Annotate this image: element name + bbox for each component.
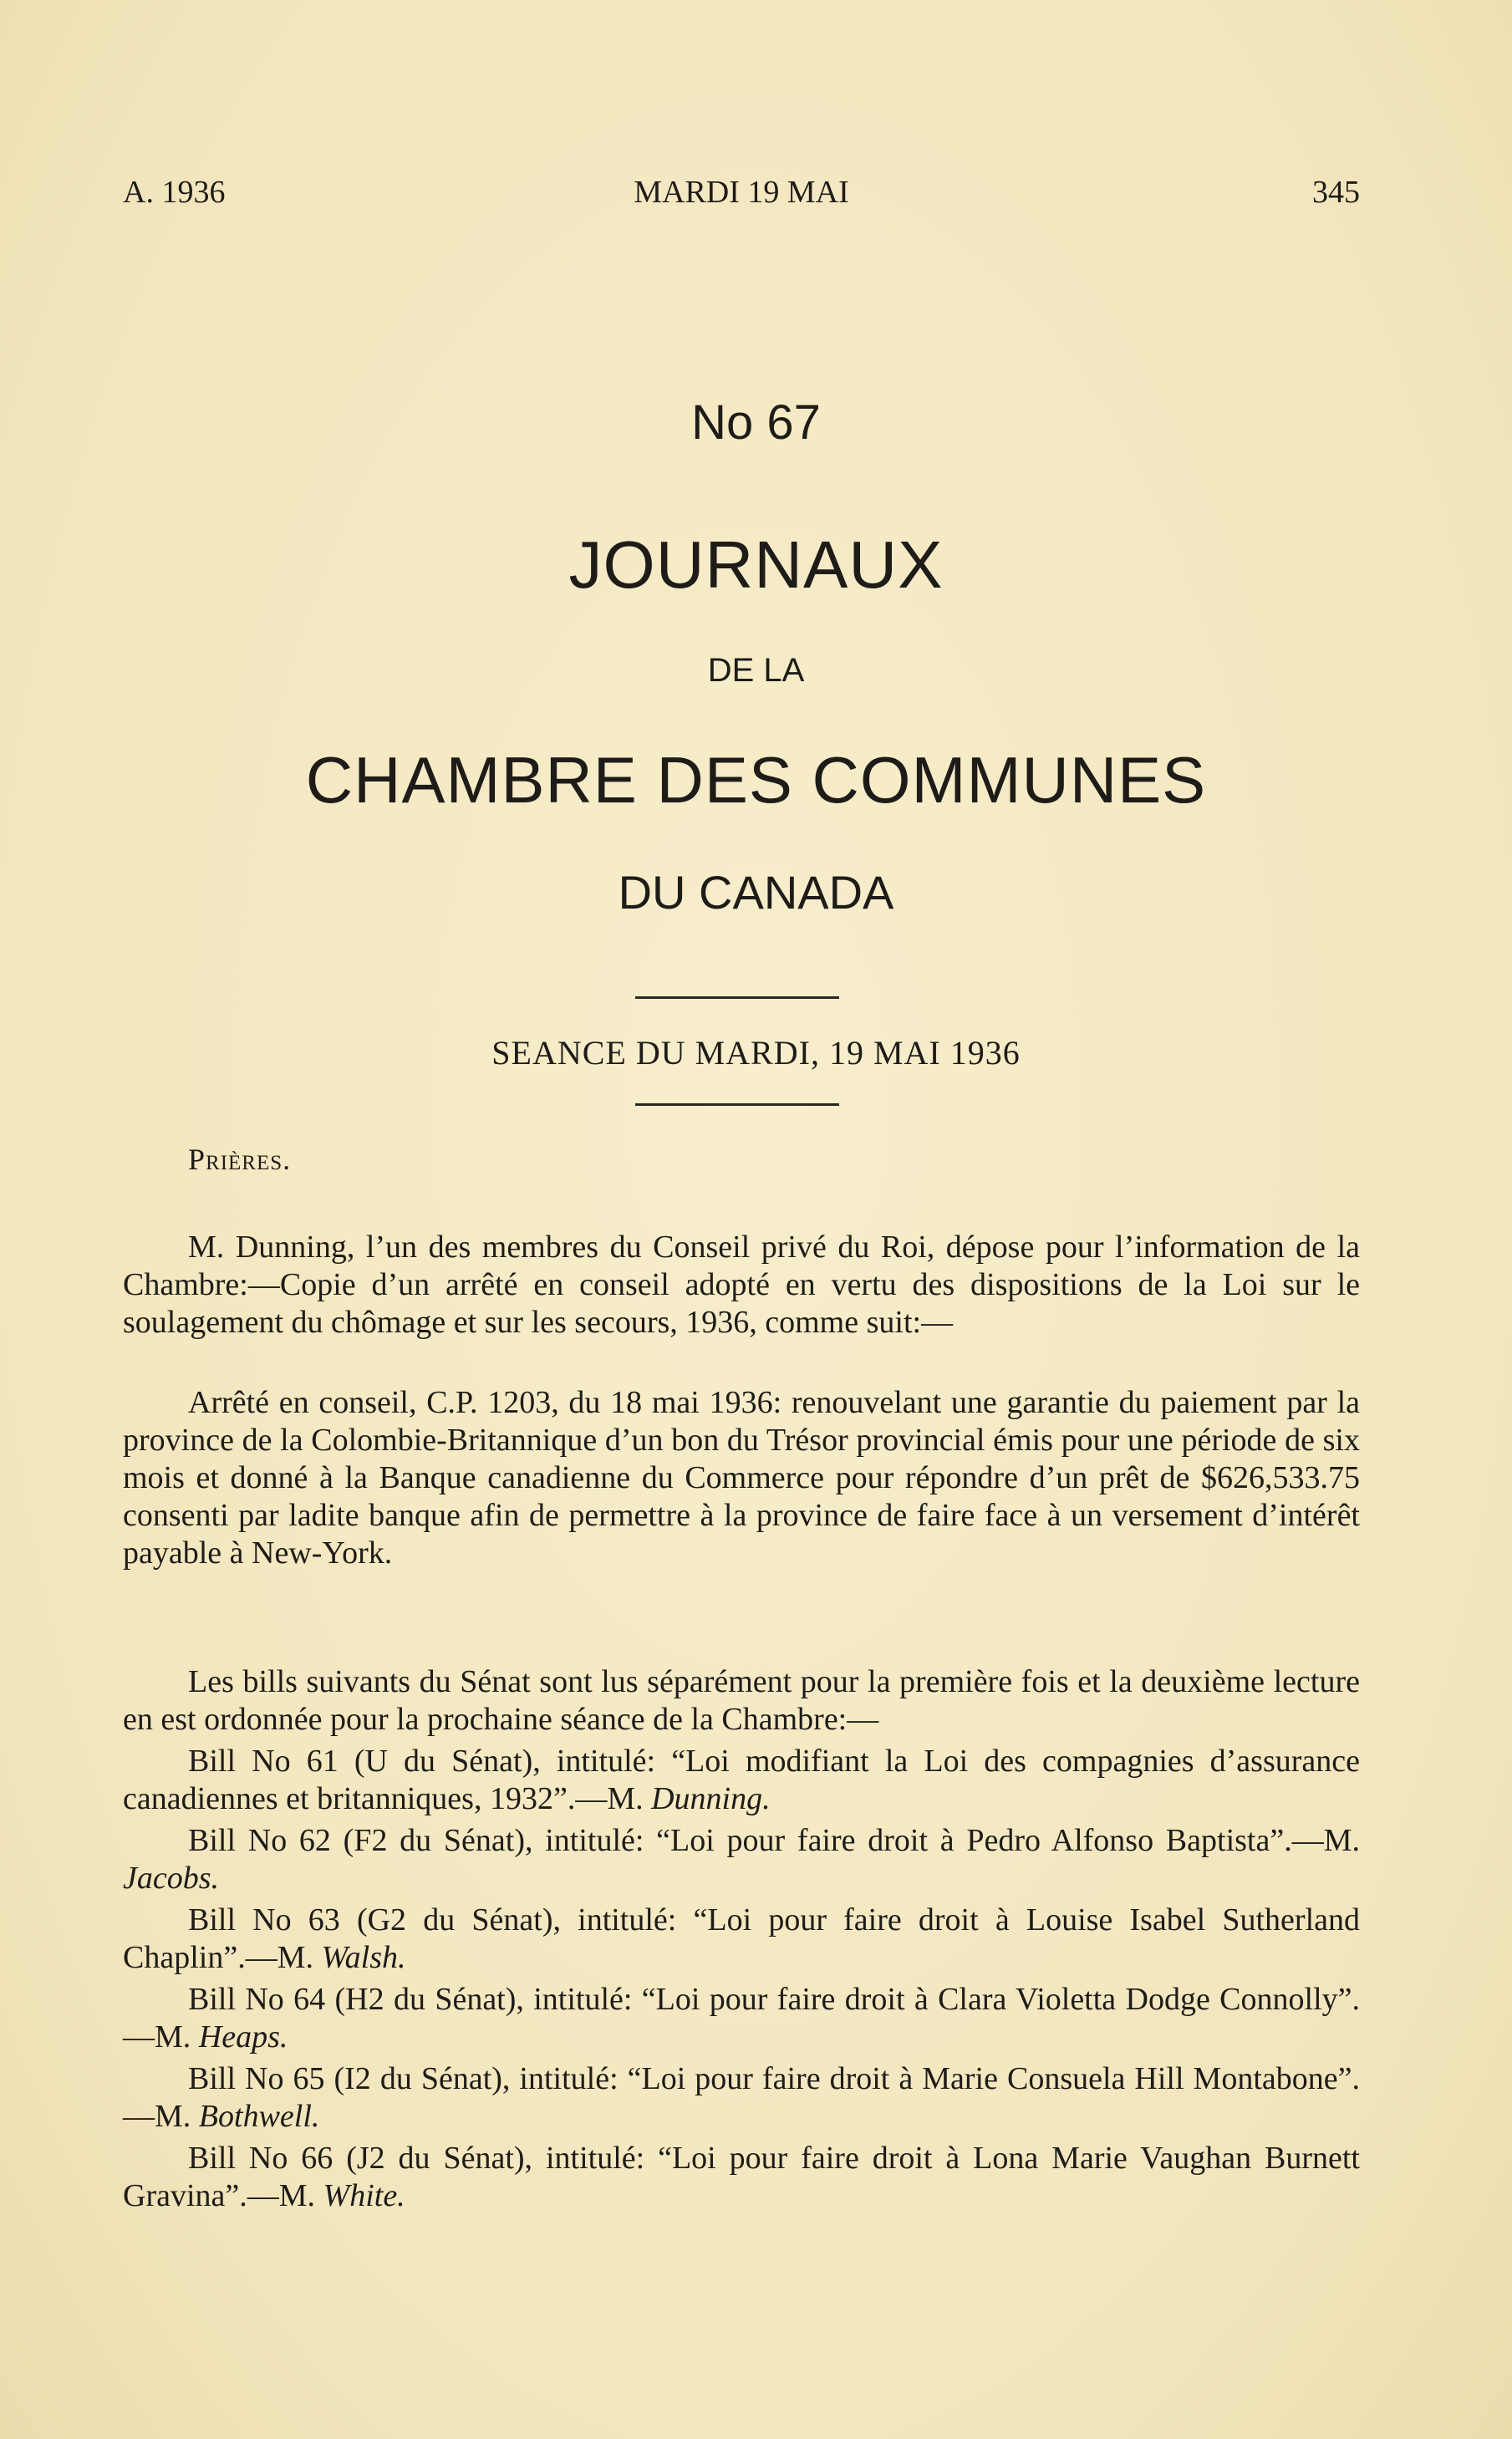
page-number: 345	[1312, 175, 1360, 210]
bill-text: Bill No 66 (J2 du Sénat), intitulé: “Loi pour faire droit à Lona Marie Vaughan Burnett Gravina”.—M.	[123, 2141, 1360, 2213]
bill-text: Bill No 64 (H2 du Sénat), intitulé: “Loi pour faire droit à Clara Violetta Dodge Connolly”.—M.	[123, 1982, 1360, 2055]
bill-member: Heaps.	[198, 2019, 288, 2055]
bill-member: Bothwell.	[198, 2099, 320, 2134]
bills-list	[123, 1743, 1360, 2219]
session-heading: SEANCE DU MARDI, 19 MAI 1936	[491, 1034, 1021, 1072]
top-divider	[635, 996, 839, 999]
bill-text: Bill No 61 (U du Sénat), intitulé: “Loi modifiant la Loi des compagnies d’assurance canadiennes et britanniques, 1932”.—M.	[123, 1744, 1360, 1816]
bill-text: Bill No 63 (G2 du Sénat), intitulé: “Loi pour faire droit à Louise Isabel Sutherland Chaplin”.—M.	[123, 1902, 1360, 1975]
bill-item	[123, 2060, 1360, 2136]
title-journaux: JOURNAUX	[568, 527, 944, 602]
bill-member: White.	[323, 2178, 405, 2213]
bill-text: Bill No 62 (F2 du Sénat), intitulé: “Loi pour faire droit à Pedro Alfonso Baptista”.—M.	[188, 1823, 1360, 1858]
bill-member: Walsh.	[321, 1940, 406, 1975]
dunning-paragraph	[123, 1229, 1360, 1342]
bill-item	[123, 2140, 1360, 2215]
title-de-la: DE LA	[707, 652, 805, 689]
running-head	[123, 174, 1360, 216]
paragraph-text: Les bills suivants du Sénat sont lus séparément pour la première fois et la deuxième lecture en est ordonnée pour la prochaine séance de la Chambre:—	[123, 1664, 1360, 1737]
running-head-date: MARDI 19 MAI	[634, 175, 849, 210]
bill-text: Bill No 65 (I2 du Sénat), intitulé: “Loi pour faire droit à Marie Consuela Hill Montabone”.—M.	[123, 2061, 1360, 2134]
running-head-year: A. 1936	[123, 175, 226, 210]
paragraph-text: Arrêté en conseil, C.P. 1203, du 18 mai 1936: renouvelant une garantie du paiement par la province de la Colombie-Britannique d’un bon du Trésor provincial émis pour une période de six mois et donné à la Banque canadienne du Commerce pour répondre d’un prêt de $626,533.75 consenti par ladite banque afin de permettre à la province de faire face à un versement d’intérêt payable à New-York.	[123, 1385, 1360, 1571]
bill-item	[123, 1822, 1360, 1897]
bill-member: Jacobs.	[123, 1861, 220, 1896]
journal-number: No 67	[691, 395, 821, 450]
title-chambre: CHAMBRE DES COMMUNES	[305, 743, 1207, 817]
order-in-council-paragraph	[123, 1384, 1360, 1572]
senate-bills-intro	[123, 1663, 1360, 1739]
bill-item	[123, 1981, 1360, 2056]
bill-member: Dunning.	[651, 1781, 771, 1816]
prayers-heading: Prières.	[188, 1143, 292, 1176]
bottom-divider	[635, 1103, 839, 1106]
bill-item	[123, 1902, 1360, 1977]
title-canada: DU CANADA	[618, 866, 894, 919]
paragraph-text: M. Dunning, l’un des membres du Conseil privé du Roi, dépose pour l’information de la Chambre:—Copie d’un arrêté en conseil adopté en vertu des dispositions de la Loi sur le soulagement du chômage et sur les secours, 1936, comme suit:—	[123, 1230, 1360, 1340]
bill-item	[123, 1743, 1360, 1818]
